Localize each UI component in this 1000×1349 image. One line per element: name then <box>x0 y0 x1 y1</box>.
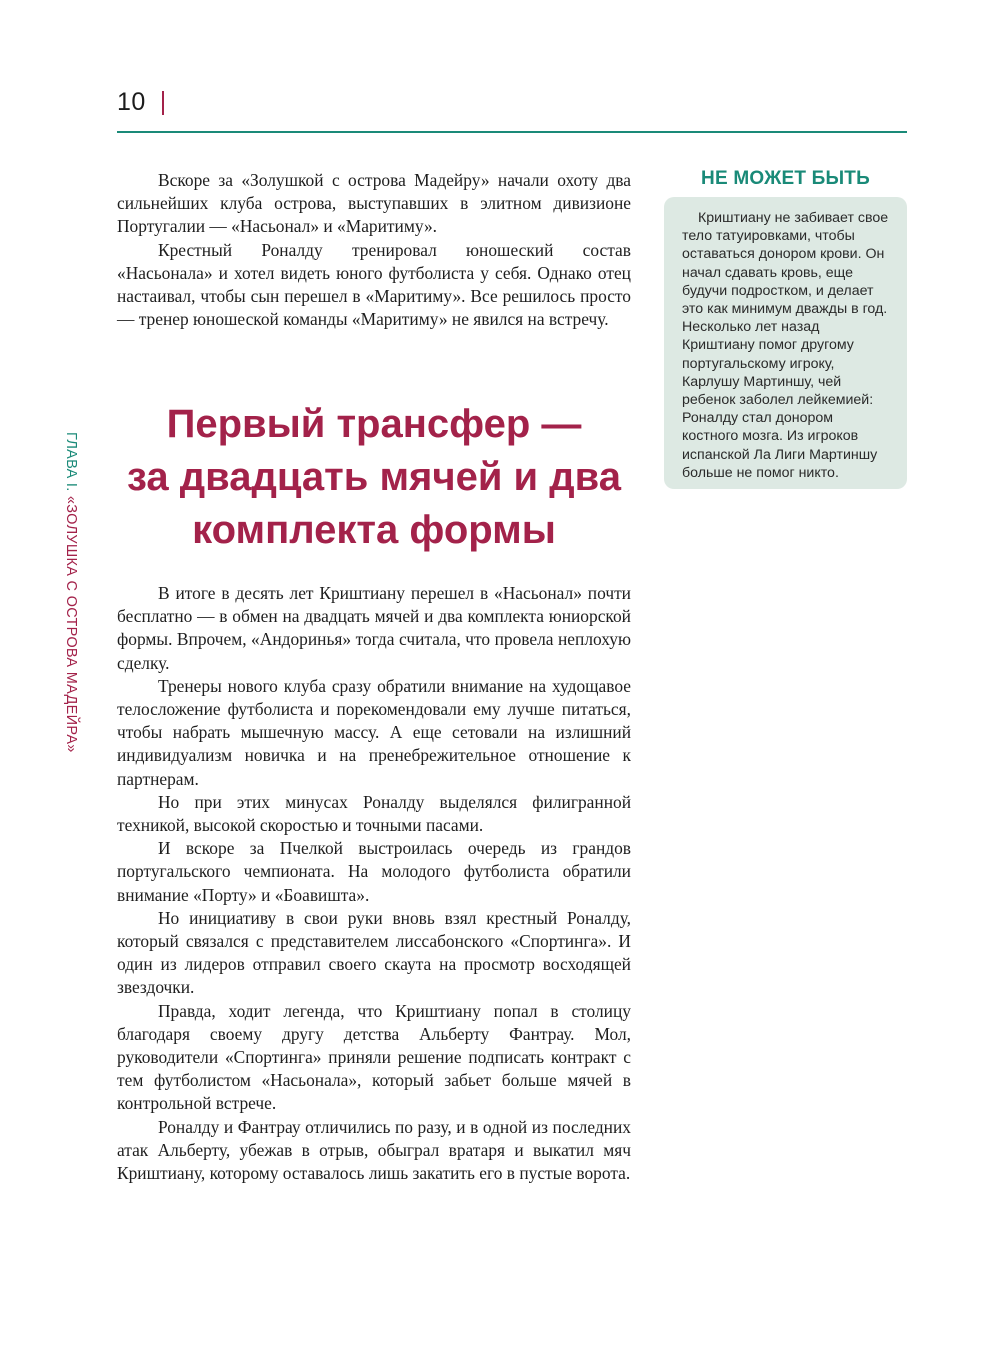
body-text <box>117 582 631 1185</box>
paragraph: И вскоре за Пчелкой выстроилась очередь из грандов португальского чемпионата. На молодого футболиста обратили внимание «Порту» и «Боавишта». <box>117 838 631 905</box>
heading-line: Первый трансфер — <box>166 402 582 446</box>
intro-text <box>117 169 631 331</box>
page-header <box>117 88 164 117</box>
paragraph: Роналду и Фантрау отличились по разу, и в одной из последних атак Альберту, убежав в отрыв, обыграл вратаря и выкатил мяч Криштиану, которому оставалось лишь закатить его в пустые ворота. <box>117 1116 631 1184</box>
paragraph: Вскоре за «Золушкой с острова Мадейру» начали охоту два сильнейших клуба острова, выступавших в элитном дивизионе Португалии — «Насьонал» и «Маритиму». <box>117 170 631 237</box>
paragraph: Но инициативу в свои руки вновь взял крестный Роналду, который связался с представителем лиссабонского «Спортинга». И один из лидеров отправил своего скаута на просмотр восходящей звездочки. <box>117 907 631 998</box>
section-heading <box>117 398 631 557</box>
chapter-title: «ЗОЛУШКА С ОСТРОВА МАДЕЙРА» <box>63 495 79 753</box>
paragraph: Крестный Роналду тренировал юношеский состав «Насьонала» и хотел видеть юного футболиста у себя. Однако отец настаивал, чтобы сын перешел в «Маритиму». Все решилось просто — тренер юношеской команды «Маритиму» не явился на встречу. <box>117 239 631 330</box>
sidebar-title: НЕ МОЖЕТ БЫТЬ <box>701 168 870 189</box>
chapter-label: ГЛАВА I. <box>63 431 79 496</box>
header-rule <box>117 131 907 133</box>
paragraph: Но при этих минусах Роналду выделялся филигранной техникой, высокой скоростью и точными пасами. <box>117 791 631 836</box>
page-number-divider <box>162 91 164 115</box>
page-number: 10 <box>117 88 146 116</box>
paragraph: Правда, ходит легенда, что Криштиану попал в столицу благодаря своему другу детства Альберту Фантрау. Мол, руководители «Спортинга» приняли решение подписать контракт с тем футболистом «Насьонала», который забьет больше мячей в контрольной встрече. <box>117 1000 631 1114</box>
paragraph: Тренеры нового клуба сразу обратили внимание на худощавое телосложение футболиста и порекомендовали ему лучше питаться, чтобы набрать мышечную массу. А еще сетовали на излишний индивидуализм новичка и на пренебрежительное отношение к партнерам. <box>117 675 631 789</box>
heading-line: за двадцать мячей и два <box>127 455 621 499</box>
heading-line: комплекта формы <box>192 508 556 552</box>
chapter-side-tab <box>60 412 82 772</box>
paragraph: В итоге в десять лет Криштиану перешел в «Насьонал» почти бесплатно — в обмен на двадцать мячей и два комплекта юниорской формы. Впрочем, «Андоринья» тогда считала, что провела неплохую сделку. <box>117 583 631 673</box>
sidebar-box <box>664 197 907 489</box>
sidebar-text: Криштиану не забивает свое тело татуировками, чтобы оставаться донором крови. Он начал сдавать кровь, еще будучи подростком, и делает это как минимум дважды в год. Несколько лет назад Криштиану помог другому португальскому игроку, Карлушу Мартиншу, чей ребенок заболел лейкемией: Роналду стал донором костного мозга. Из игроков испанской Ла Лиги Мартиншу больше не помог никто. <box>682 210 889 481</box>
